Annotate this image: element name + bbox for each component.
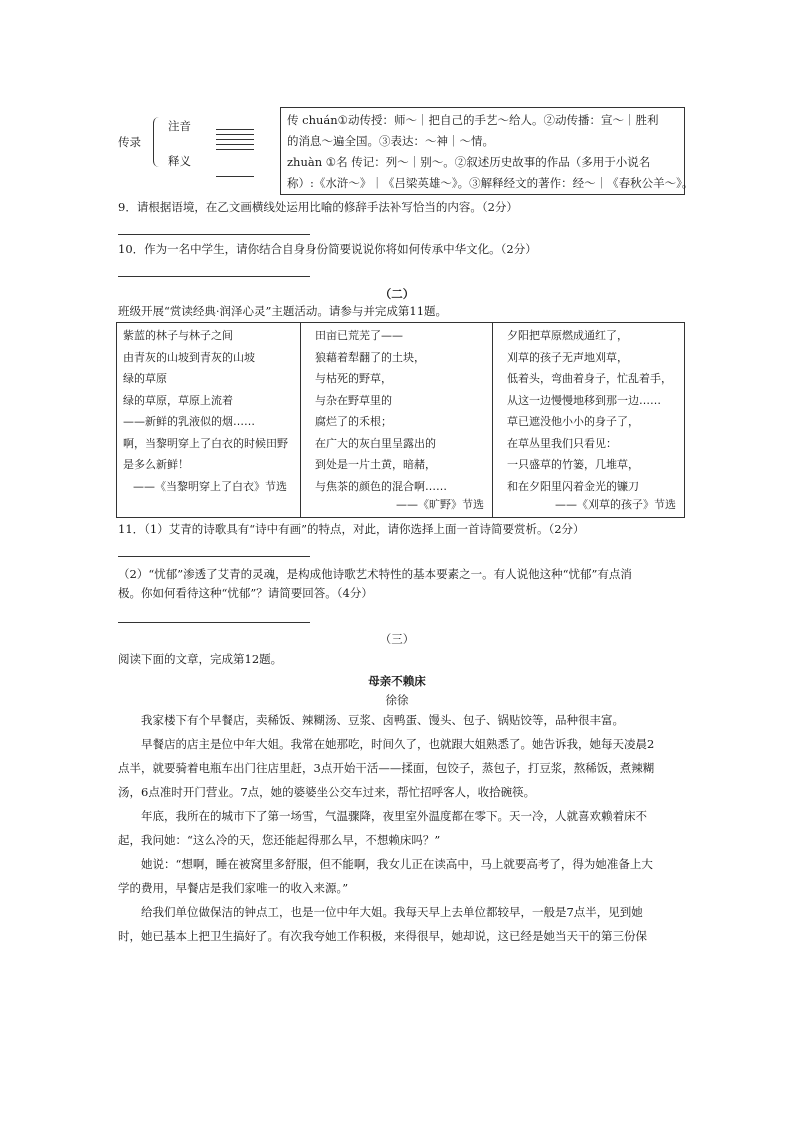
poem-line: 绿的草原: [123, 372, 167, 385]
section-2-intro: 班级开展“赏读经典·润泽心灵”主题活动。请参与并完成第11题。: [118, 304, 448, 318]
poem-source: ——《刈草的孩子》节选: [555, 497, 676, 511]
shiyi-label: 释义: [168, 154, 191, 168]
dictionary-box: [280, 107, 694, 195]
article-author: 徐徐: [385, 693, 409, 707]
article-line: 早餐店的店主是位中年大姐。我常在她那吃，时间久了，也就跟大姐熟悉了。她告诉我，她每天凌晨2: [141, 737, 655, 751]
answer-line[interactable]: [118, 556, 310, 557]
poem-line: ——新鲜的乳液似的烟……: [123, 415, 255, 428]
question-11-1: 11．（1）艾青的诗歌具有“诗中有画”的特点，对此，请你选择上面一首诗简要赏析。（2分）: [118, 522, 585, 536]
poem-line: 啊，当黎明穿上了白衣的时候田野: [123, 436, 288, 450]
poem-line: 与杂在野草里的: [315, 393, 392, 407]
brace-icon: [153, 117, 162, 167]
poem-line: 夕阳把草原燃成通红了，: [507, 329, 628, 342]
poem-line: 和在夕阳里闪着金光的镰刀: [507, 479, 639, 493]
poem-line: 由青灰的山坡到青灰的山坡: [123, 350, 255, 364]
question-11-2b: 极。你如何看待这种“忧郁”？请简要回答。（4分）: [118, 586, 373, 600]
dict-line: zhuàn ①名 传记：列～｜别～。②叙述历史故事的作品（多用于小说名: [287, 155, 651, 169]
blank-line: [216, 134, 254, 135]
poem-line: 绿的草原，草原上流着: [123, 393, 233, 407]
poem-line: 一只盛草的竹篓，几堆草，: [507, 458, 639, 471]
poem-line: 与焦茶的颜色的混合啊……: [315, 479, 447, 493]
answer-line[interactable]: [118, 622, 310, 623]
poem-line: 紫蓝的林子与林子之间: [123, 329, 233, 342]
poem-line: 腐烂了的禾根；: [315, 415, 392, 428]
blank-line: [216, 144, 254, 145]
blank-line: [216, 149, 254, 150]
article-line: 时，她已基本上把卫生搞好了。有次我夸她工作积极，来得很早，她却说，这已经是她当天干的第三份保: [118, 929, 647, 943]
section-2-heading: （二）: [379, 287, 415, 301]
poem-line: 狼藉着犁翻了的土块，: [315, 350, 425, 364]
question-11-2a: （2）“忧郁”渗透了艾青的灵魂，是构成他诗歌艺术特性的基本要素之一。有人说他这种“忧郁”有点消: [118, 567, 632, 581]
poem-column: [301, 323, 493, 517]
poem-column: [493, 323, 684, 517]
article-line: 汤，6点准时开门营业。7点，她的婆婆坐公交车过来，帮忙招呼客人，收拾碗筷。: [118, 785, 536, 799]
poem-line: 刈草的孩子无声地刈草，: [507, 350, 628, 364]
answer-line[interactable]: [118, 276, 310, 277]
dict-line: 称）:《水浒～》｜《吕梁英雄～》。③解释经文的著作：经～｜《春秋公羊～》。: [287, 176, 694, 190]
poem-line: 与枯死的野草，: [315, 372, 392, 385]
article-line: 学的费用，早餐店是我们家唯一的收入来源。”: [118, 881, 349, 895]
article-line: 年底，我所在的城市下了第一场雪，气温骤降，夜里室外温度都在零下。天一冷，人就喜欢赖着床不: [141, 809, 647, 823]
poem-line: 在草丛里我们只看见：: [507, 436, 617, 450]
poem-line: 到处是一片土黄，暗赭，: [315, 458, 436, 471]
poem-source: ——《当黎明穿上了白衣》节选: [133, 479, 287, 493]
dict-line: 的消息～遍全国。③表达：～神｜～情。: [287, 134, 494, 148]
dict-line: 传 chuán①动传授：师～｜把自己的手艺～给人。②动传播：宣～｜胜利: [287, 113, 659, 127]
poem-line: 在广大的灰白里呈露出的: [315, 436, 436, 450]
article-body: [118, 708, 688, 948]
poem-source: ——《旷野》节选: [396, 497, 484, 511]
blank-line: [216, 176, 254, 177]
poem-line: 低着头，弯曲着身子，忙乱着手，: [507, 372, 672, 385]
answer-line[interactable]: [118, 234, 310, 235]
blank-line: [216, 129, 254, 130]
poem-table: [116, 322, 685, 518]
article-line: 她说：“想啊，睡在被窝里多舒服，但不能啊，我女儿正在读高中，马上就要高考了，得为她准备上大: [141, 857, 653, 871]
article-line: 给我们单位做保洁的钟点工，也是一位中年大姐。我每天早上去单位都较早，一般是7点半，见到她: [141, 905, 643, 919]
poem-line: 田亩已荒芜了——: [315, 329, 403, 342]
poem-line: 草已遮没他小小的身子了，: [507, 415, 639, 428]
zhuyin-label: 注音: [168, 119, 191, 133]
article-line: 我家楼下有个早餐店，卖稀饭、辣糊汤、豆浆、卤鸭蛋、馒头、包子、锅贴饺等，品种很丰富。: [141, 713, 624, 727]
section-3-intro: 阅读下面的文章，完成第12题。: [118, 652, 283, 666]
entry-label: 传录: [118, 135, 141, 149]
question-10: 10．作为一名中学生，请你结合自身身份简要说说你将如何传承中华文化。（2分）: [118, 242, 537, 256]
article-title: 母亲不赖床: [368, 674, 426, 688]
article-line: 点半，就要骑着电瓶车出门往店里赶，3点开始干活——揉面，包饺子，蒸包子，打豆浆，熬稀饭，煮辣糊: [118, 761, 655, 775]
article-line: 起，我问她：“这么冷的天，您还能起得那么早，不想赖床吗？”: [118, 833, 441, 847]
poem-line: 是多么新鲜！: [123, 458, 189, 471]
section-3-heading: （三）: [379, 632, 415, 646]
poem-column: [117, 323, 301, 517]
question-9: 9．请根据语境，在乙文画横线处运用比喻的修辞手法补写恰当的内容。（2分）: [118, 200, 518, 214]
poem-line: 从这一边慢慢地移到那一边……: [507, 393, 661, 407]
blank-line: [216, 139, 254, 140]
